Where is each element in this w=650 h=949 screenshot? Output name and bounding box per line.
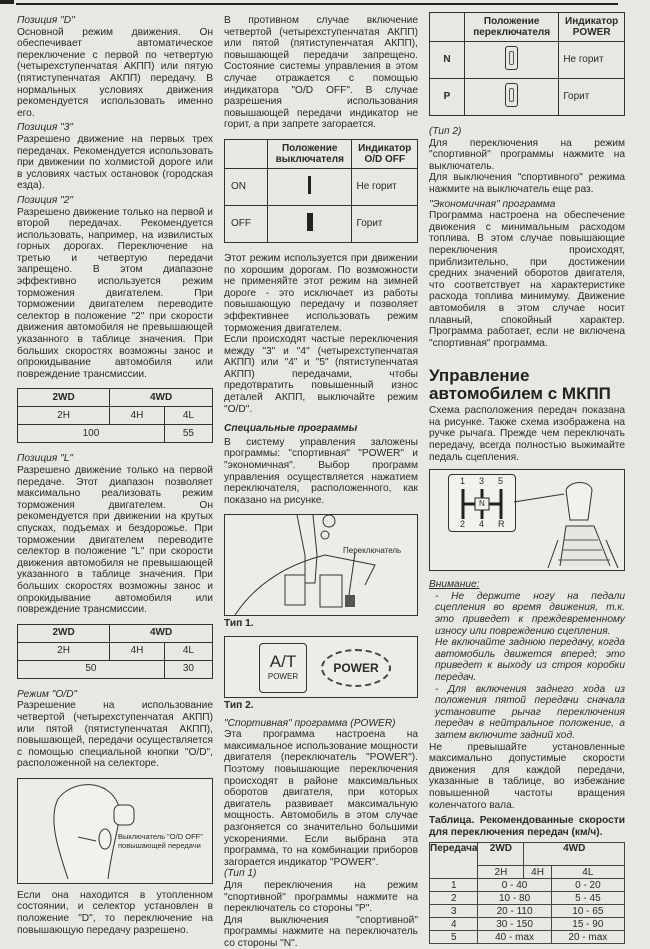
row-label: OFF [225, 205, 268, 242]
type-1-figure [224, 514, 418, 616]
od-switch-label-line-1: Выключатель "O/D OFF" [118, 831, 203, 841]
position-2-speed-table [17, 388, 213, 443]
speed-2h-4h: 0 - 40 [478, 879, 551, 892]
speed-2h-4h: 30 - 150 [478, 918, 551, 931]
header-indicator: Индикатор O/D OFF [352, 139, 418, 168]
header-switch-position: Положение переключателя [465, 13, 559, 42]
table-row [430, 931, 625, 944]
speed-note-text: Не превышайте установленные максимально допустимые скорости движения для каждой передачи, указанные в таблице, во избежание повышенной частоты вращения коленчатого вала. [429, 741, 625, 811]
page-header-rule [0, 0, 618, 6]
position-2-text: Разрешено движение только на первой и второй передачах. Рекомендуется использовать, например, на извилистых горных дорогах. Переключение на третью и четвертую передачи запрещено. В этом диапазоне эффективно используется режим торможения двигателем. При торможении двигателем переводите селектор в положение "2" при скорости движения автомобиля не превышающей указанного в таблице значения. При больших скоростях возможны занос и опрокидывание автомобиля или повреждение трансмиссии. [17, 206, 213, 380]
header-switch-position: Положение выключателя [268, 139, 352, 168]
warning-item: - Для включения заднего хода из положения пятой передачи сначала установите рычаг переключения передач в нейтральное положение, а затем включите задний ход. [435, 683, 625, 741]
position-3-title: Позиция "3" [17, 122, 73, 134]
empty-header [225, 139, 268, 168]
speed-4l: 20 - max [551, 931, 624, 944]
type-2-title: (Тип 2) [429, 126, 462, 137]
row-state: Не горит [559, 42, 625, 79]
header-2wd: 2WD [18, 389, 110, 407]
warning-item: Не включайте заднюю передачу, когда автомобиль движется вперед; это приведет к выходу из строя коробки передач. [435, 637, 625, 683]
header-4l: 4L [164, 642, 212, 660]
switch-on-icon [268, 168, 352, 205]
rocker-switch-p-icon [465, 79, 559, 116]
position-3-text: Разрешено движение на первых трех передачах. Рекомендуется использовать при движении по холмистой дороге или в условиях частых остановок (городская езда). [17, 133, 213, 192]
power-label: POWER [267, 672, 299, 681]
table-row [430, 918, 625, 931]
gear-cell: 2 [430, 892, 478, 905]
od-button-icon [114, 805, 134, 825]
type-1-on-text: Для переключения на режим "спортивной" программы нажмите на переключатель со стороны "P". [224, 879, 418, 915]
column-3 [429, 12, 625, 944]
speed-4l: 10 - 65 [551, 905, 624, 918]
sport-program-text: Эта программа настроена на максимальное использование мощности двигателя (переключатель "POWER"). Поэтому повышающие переключения происходят в районе максимальных оборотов двигателя, при которых двигатель развивает максимальную мощность. Автомобиль в этом случае разгоняется со значительно большими ускорениями. Если выбрана эта программа, то на комбинации приборов загорается индикатор "POWER". [224, 729, 418, 868]
speed-2h-4h: 20 - 110 [478, 905, 551, 918]
position-l-speed-table [17, 624, 213, 679]
header-4wd: 4WD [524, 843, 625, 866]
header-4h: 4H [524, 866, 551, 879]
warning-item: - Не держите ногу на педали сцепления во время движения, т.к. это приведет к преждевременному износу или повреждению сцепления. [435, 590, 625, 637]
header-4h: 4H [110, 642, 165, 660]
type-1-off-text: Для выключения "спортивной" программы нажмите на переключатель со стороны "N". [224, 914, 418, 949]
table-row [225, 205, 418, 242]
type-2-on-text: Для переключения на режим "спортивной" программы нажмите на выключатель. [429, 137, 625, 172]
position-d-title: Позиция "D" [17, 15, 75, 26]
header-2wd: 2WD [18, 624, 110, 642]
gear-cell: 5 [430, 931, 478, 944]
row-label: ON [225, 168, 268, 205]
position-l-title: Позиция "L" [17, 453, 73, 465]
od-indicator-table [224, 139, 418, 243]
header-4wd: 4WD [110, 389, 213, 407]
rocker-switch-n-icon [465, 42, 559, 79]
at-power-button [259, 643, 307, 693]
od-selector-figure [17, 778, 213, 884]
row-label: N [430, 42, 465, 79]
special-programs-text: В систему управления заложены программы: "спортивная" "POWER" и "экономичная". Выбор программ управления осуществляется нажатием переключателя, расположенного, как показано на рисунке. [224, 436, 418, 506]
row-state: Горит [352, 205, 418, 242]
gear-2-label: 2 [460, 519, 466, 530]
header-2h: 2H [18, 407, 110, 425]
table-row [225, 168, 418, 205]
type-1-title: (Тип 1) [224, 868, 257, 880]
speed-2h-4h: 100 [18, 425, 165, 443]
eco-program-title: "Экономичная" программа [429, 198, 556, 210]
header-gear: Передача [430, 843, 478, 879]
gear-shift-figure [429, 469, 625, 571]
header-indicator: Индикатор POWER [559, 13, 625, 42]
heading-line-2: автомобилем с МКПП [429, 384, 611, 404]
column-2 [224, 12, 418, 949]
recommended-speeds-title: Таблица. Рекомендованные скорости для переключения передач (км/ч). [429, 815, 625, 838]
gear-5-label: 5 [498, 476, 504, 487]
row-state: Не горит [352, 168, 418, 205]
od-switch-label-line-2: повышающей передачи [118, 840, 201, 850]
header-2wd: 2WD [478, 843, 524, 866]
special-programs-title: Специальные программы [224, 423, 358, 435]
type-1-caption: Тип 1. [224, 618, 254, 630]
speed-4l: 0 - 20 [551, 879, 624, 892]
switch-icon [345, 595, 355, 607]
sport-program-title: "Спортивная" программа (POWER) [224, 717, 396, 729]
header-4l: 4L [164, 407, 212, 425]
speed-4l: 15 - 90 [551, 918, 624, 931]
speed-4l: 30 [164, 660, 212, 678]
manual-transmission-heading [429, 367, 625, 403]
speed-2h-4h: 10 - 80 [478, 892, 551, 905]
speed-4l: 5 - 45 [551, 892, 624, 905]
gear-r-label: R [498, 519, 505, 530]
header-2h: 2H [478, 866, 524, 879]
header-line [16, 3, 618, 5]
header-4wd: 4WD [110, 624, 213, 642]
at-label: A/T [269, 652, 297, 671]
row-state: Горит [559, 79, 625, 116]
od-intro-text: В противном случае включение четвертой (четырехступенчатая АКПП) или пятой (пятиступенчатая АКПП), повышающей передачи запрещено. Состояние системы управления в этом случае отражается с помощью индикатора "O/D OFF". В случае разрешения использования повышающей передачи индикатор не горит, а при запрете загорается. [224, 15, 418, 131]
gear-n-label: N [479, 499, 485, 509]
header-2h: 2H [18, 642, 110, 660]
power-indicator-table [429, 12, 625, 116]
od-after-text: Если она находится в утопленном состоянии, и селектор установлен в положение "D", то переключение на повышающую передачу разрешено. [17, 889, 213, 936]
column-1 [17, 12, 213, 936]
position-d-text: Основной режим движения. Он обеспечивает автоматическое переключение с первой по четвертую (четырехступенчатая АКПП) или пятую (пятиступенчатая АКПП) передачу. В нормальных условиях движения рекомендуется использовать именно его. [17, 26, 213, 119]
gear-1-label: 1 [460, 476, 466, 487]
table-row [430, 879, 625, 892]
console-switch-illustration [225, 515, 419, 615]
table-row [430, 79, 625, 116]
type-2-off-text: Для выключения "спортивного" режима нажмите на выключатель еще раз. [429, 172, 625, 195]
switch-label: Переключатель [343, 546, 402, 556]
row-label: P [430, 79, 465, 116]
gear-4-label: 4 [479, 519, 485, 530]
page-number-marker [0, 0, 14, 4]
gear-cell: 3 [430, 905, 478, 918]
od-usage-text: Этот режим используется при движении по хорошим дорогам. По возможности не применяйте этот режим на зимней дороге - это исключает из работы повышающую передачу и позволяет эффективнее использовать режим торможения двигателем. [224, 252, 418, 334]
warning-title: Внимание: [429, 579, 480, 591]
position-l-text: Разрешено движение только на первой передаче. Этот диапазон позволяет максимально реализовать режим торможения двигателем. Он рекомендуется при движении на крутых спусках, подъемах и бездорожье. При торможении двигателем переводите селектор в положение "L" при скорости движения автомобиля не превышающей указанного в таблице значения. При больших скоростях возможны занос и опрокидывание автомобиля или повреждение трансмиссии. [17, 465, 213, 616]
speed-4l: 55 [164, 425, 212, 443]
od-mode-text: Разрешение на использование четвертой (четырехступенчатая АКПП) или пятой (пятиступенчатая АКПП), повышающей, передачи осуществляется с помощью специальной кнопки "O/D", расположенной на селекторе. [17, 700, 213, 770]
speed-2h-4h: 40 - max [478, 931, 551, 944]
manual-transmission-text: Схема расположения передач показана на рисунке. Также схема изображена на ручке рычага. Прежде чем переключать передачу, всегда полностью выжимайте педаль сцепления. [429, 405, 625, 463]
speed-2h-4h: 50 [18, 660, 165, 678]
od-switch-label [118, 832, 203, 850]
eco-program-text: Программа настроена на обеспечение движения с минимальным расходом топлива. В этом случае повышающие переключения происходят, приблизительно, при достижении средних значений оборотов двигателя, что соответствует на характеристике расхода топлива минимуму. Движение автомобиля в этом случае носит плавный, спокойный характер. Программа работает, если не включена "спортивная" программа. [429, 210, 625, 349]
header-4h: 4H [110, 407, 165, 425]
table-row [430, 42, 625, 79]
type-2-caption: Тип 2. [224, 700, 254, 711]
gear-cell: 1 [430, 879, 478, 892]
table-row [430, 905, 625, 918]
gear-lever-illustration [430, 470, 626, 570]
od-frequent-shift-text: Если происходят частые переключения между "3" и "4" (четырехступенчатая АКПП) или "4" и "5" (пятиступенчатая АКПП) передачами, чтобы предотвратить повышенный износ деталей АКПП, выключайте режим "O/D". [224, 334, 418, 415]
power-indicator-lamp-icon: POWER [321, 649, 391, 687]
warning-list [429, 591, 625, 742]
header-4l: 4L [551, 866, 624, 879]
position-2-title: Позиция "2" [17, 194, 73, 206]
empty-header [430, 13, 465, 42]
od-mode-title: Режим "O/D" [17, 688, 78, 700]
switch-off-icon [268, 205, 352, 242]
table-row [430, 892, 625, 905]
gear-cell: 4 [430, 918, 478, 931]
type-2-figure [224, 636, 418, 698]
recommended-speeds-table [429, 842, 625, 944]
gear-selector-knob-illustration [18, 779, 214, 883]
gear-3-label: 3 [479, 476, 485, 487]
heading-line-1: Управление [429, 366, 530, 386]
